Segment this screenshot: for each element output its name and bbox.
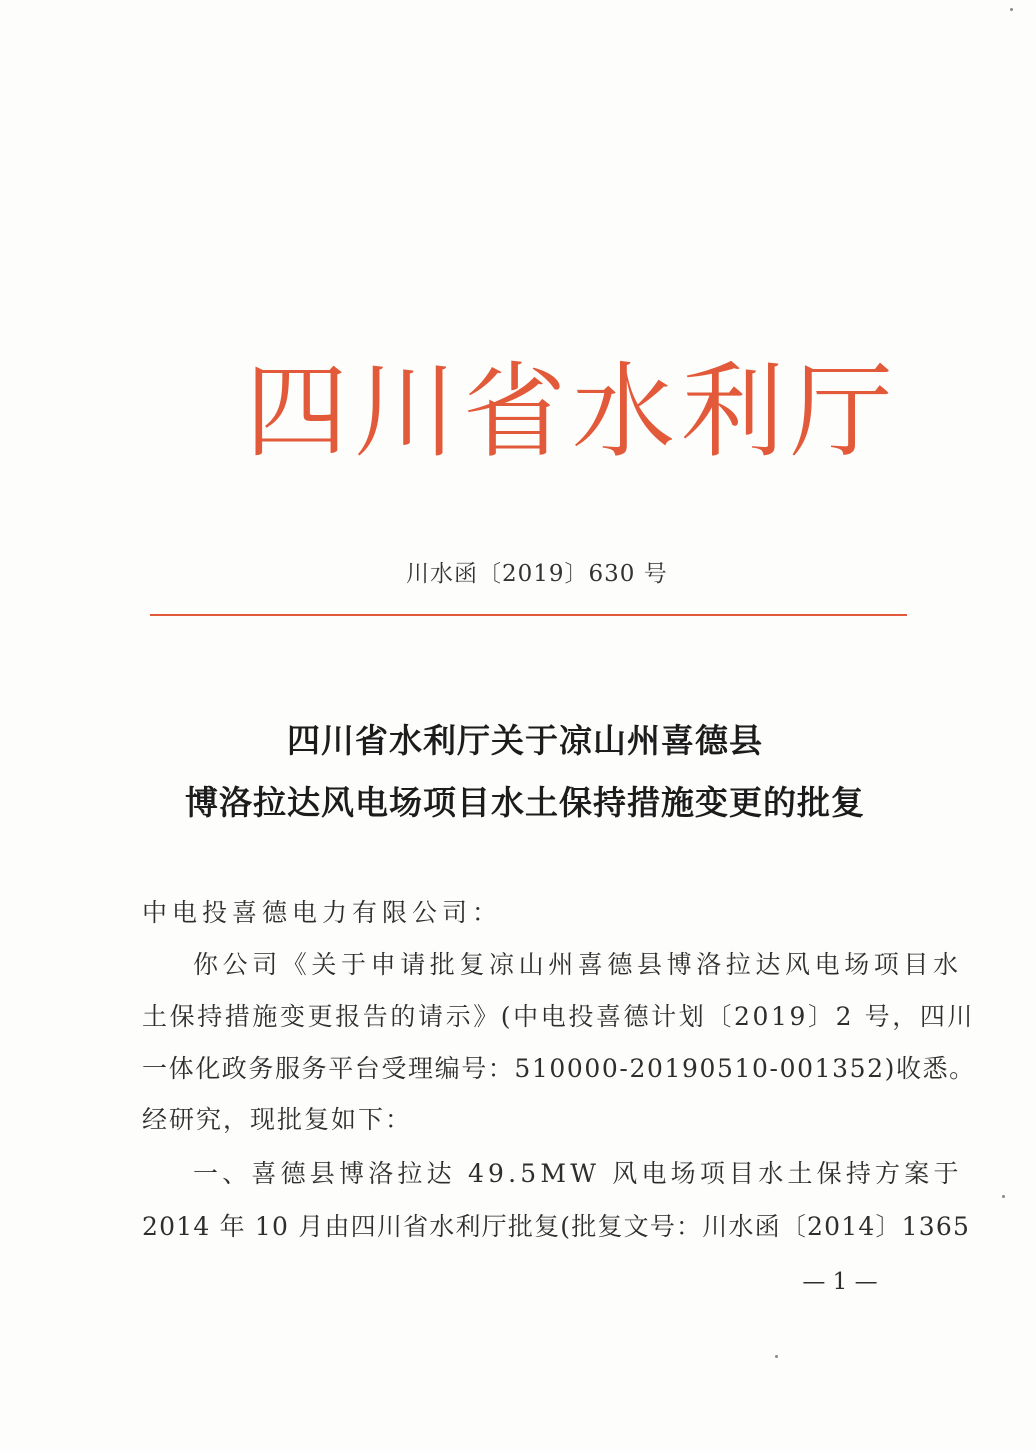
scan-speck [1010, 8, 1013, 11]
body-line-3: 一体化政务服务平台受理编号：510000-20190510-001352)收悉。 [142, 1054, 976, 1083]
scan-speck [1002, 1195, 1005, 1198]
body-line-2: 土保持措施变更报告的请示》(中电投喜德计划〔2019〕2 号，四川 [142, 1002, 976, 1031]
body-line-4: 经研究，现批复如下： [142, 1105, 413, 1134]
document-title [130, 710, 920, 834]
header-divider [150, 614, 907, 616]
scan-speck [775, 1355, 778, 1358]
salutation: 中电投喜德电力有限公司： [142, 898, 503, 927]
body-line-1: 你公司《关于申请批复凉山州喜德县博洛拉达风电场项目水 [193, 950, 963, 979]
agency-header: 四川省水利厅 [245, 352, 899, 472]
title-line-1: 四川省水利厅关于凉山州喜德县 [287, 721, 763, 760]
body-line-6: 2014 年 10 月由四川省水利厅批复(批复文号：川水函〔2014〕1365 [142, 1212, 971, 1241]
page-number: — 1 — [802, 1269, 878, 1295]
body-line-5: 一、喜德县博洛拉达 49.5MW 风电场项目水土保持方案于 [193, 1159, 963, 1188]
document-number: 川水函〔2019〕630 号 [406, 561, 668, 587]
title-line-2: 博洛拉达风电场项目水土保持措施变更的批复 [185, 783, 865, 822]
